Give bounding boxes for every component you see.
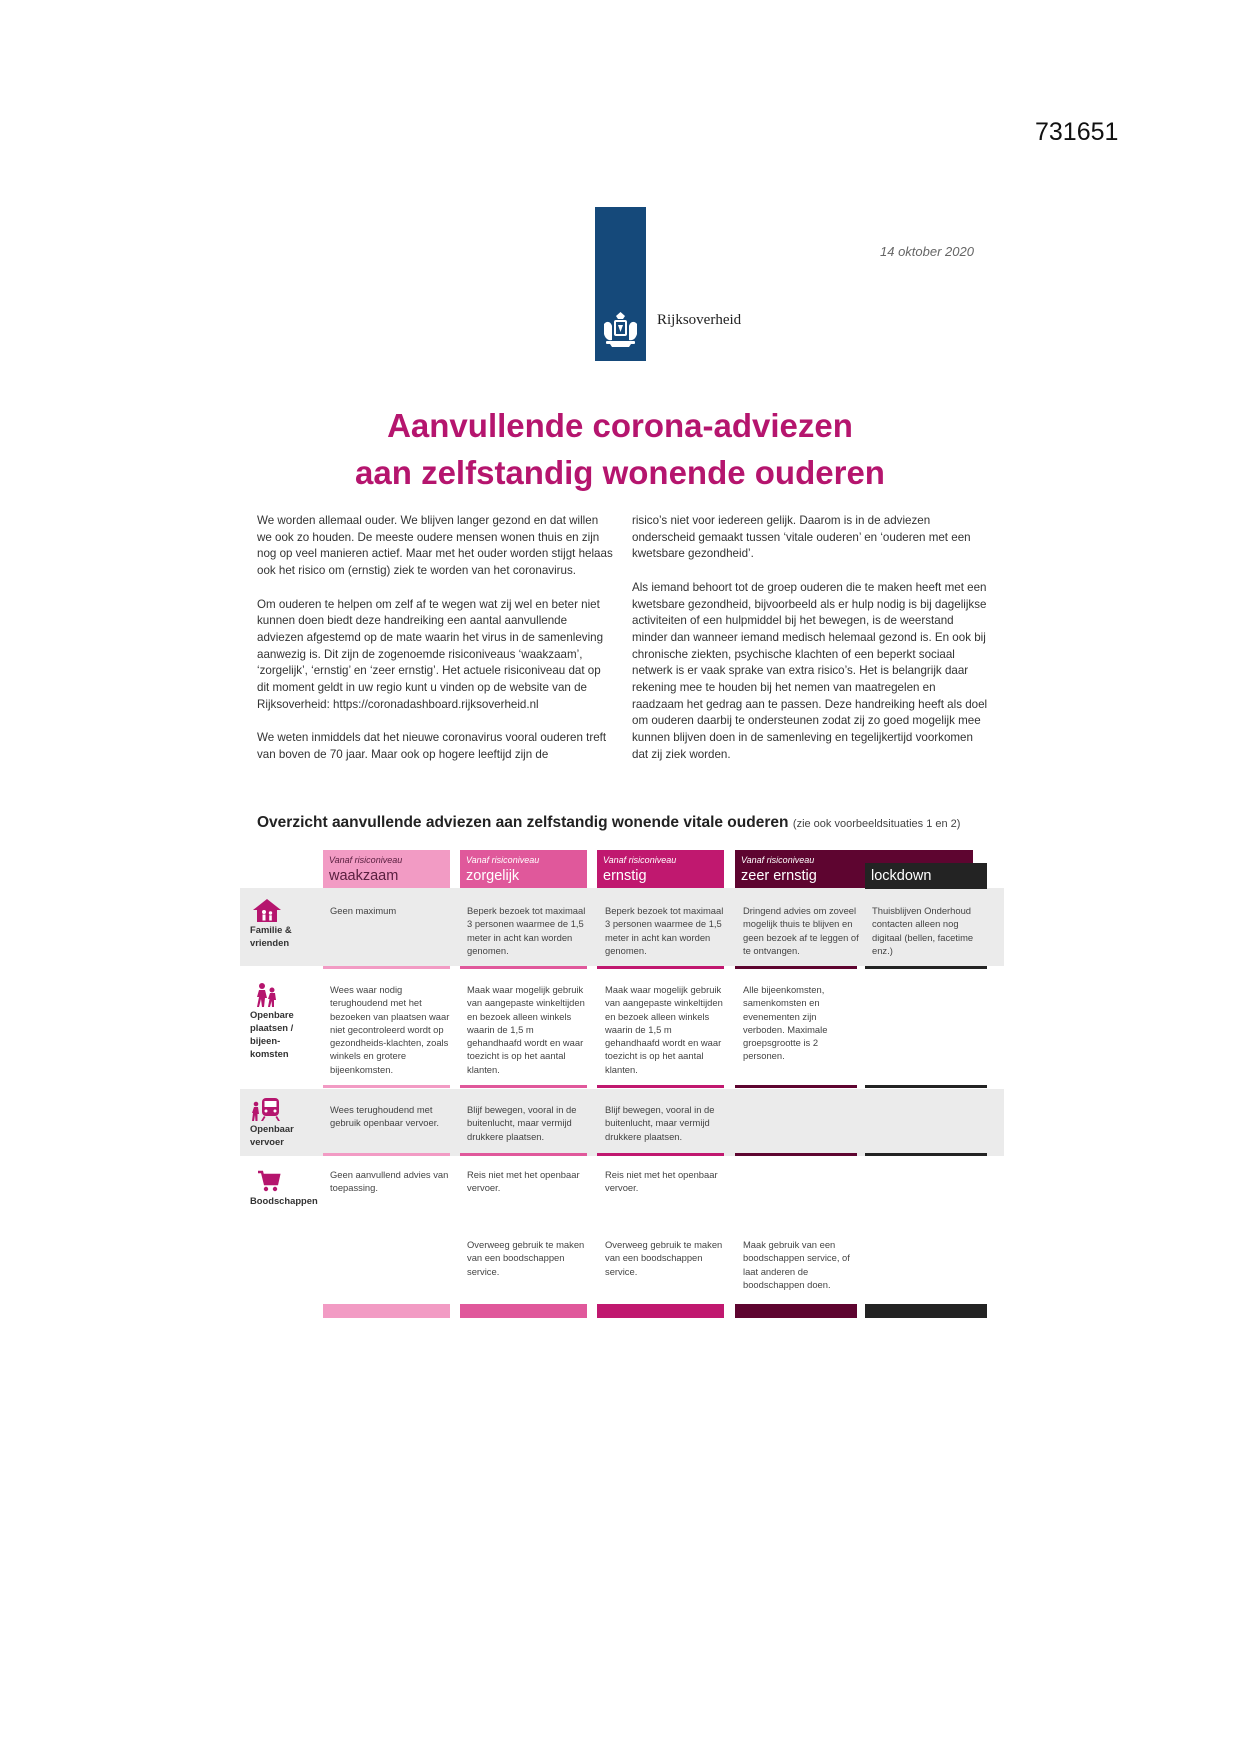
table-cell: Wees terughoudend met gebruik openbaar vervoer. xyxy=(330,1104,439,1129)
category-label-line: Boodschappen xyxy=(250,1195,318,1206)
table-cell: Blijf bewegen, vooral in de buitenlucht, maar vermijd drukkere plaatsen. xyxy=(605,1104,715,1142)
table-cell: Wees waar nodig terughoudend met het bezoeken van plaatsen waar niet gecontroleerd wordt op gezondheids-klachten, zoals winkels en grotere bijeenkomsten. xyxy=(330,984,450,1075)
row-divider-lockdown xyxy=(865,966,987,969)
row-divider-ernstig xyxy=(597,1085,724,1088)
level-prefix: Vanaf risiconiveau xyxy=(741,855,815,865)
level-header-ernstig xyxy=(597,850,724,888)
row-divider-ernstig xyxy=(597,966,724,969)
overview-heading-text: Overzicht aanvullende adviezen aan zelfstandig wonende vitale ouderen xyxy=(257,814,789,831)
row-divider-lockdown xyxy=(865,1153,987,1156)
intro-paragraph: Om ouderen te helpen om zelf af te wegen wat zij wel en beter niet kunnen doen biedt deze handreiking een aantal aanvullende adviezen afgestemd op de mate waarin het virus in de samenleving aanwezig is. Dit zijn de zogenoemde risiconiveaus ‘waakzaam’, ‘zorgelijk’, ‘ernstig’ en ‘zeer ernstig’. Het actuele risiconiveau dat op dit moment geldt in uw regio kunt u vinden op de website van de Rijksoverheid: https://coronadashboard.rijksoverheid.nl xyxy=(257,597,604,711)
row-divider-lockdown xyxy=(865,1085,987,1088)
level-prefix: Vanaf risiconiveau xyxy=(329,855,403,865)
row-divider-zeer-ernstig xyxy=(735,1153,857,1156)
title-line: Aanvullende corona-adviezen xyxy=(387,407,853,444)
document-number: 731651 xyxy=(1035,118,1119,146)
table-cell: Overweeg gebruik te maken van een boodschappen service. xyxy=(467,1239,585,1277)
category-label-line: bijeen- xyxy=(250,1035,281,1046)
house-icon xyxy=(250,897,284,923)
level-prefix: Vanaf risiconiveau xyxy=(466,855,540,865)
title-line: aan zelfstandig wonende ouderen xyxy=(355,454,885,491)
table-cell: Beperk bezoek tot maximaal 3 personen waarmee de 1,5 meter in acht kan worden genomen. xyxy=(605,905,724,956)
category-familie xyxy=(250,897,325,949)
category-openbare-plaatsen xyxy=(250,982,325,1060)
row-divider-zorgelijk xyxy=(460,966,587,969)
table-cell: Overweeg gebruik te maken van een boodschappen service. xyxy=(605,1239,723,1277)
intro-paragraph: We worden allemaal ouder. We blijven langer gezond en dat willen we ook zo houden. De meeste oudere mensen wonen thuis en zijn nog op veel manieren actief. Maar met het ouder worden stijgt helaas ook het risico om (ernstig) ziek te worden van het coronavirus. xyxy=(257,514,613,578)
table-cell: Dringend advies om zoveel mogelijk thuis te blijven en geen bezoek af te leggen of te ontvangen. xyxy=(743,905,859,956)
row-divider-waakzaam xyxy=(323,1085,450,1088)
shopping-cart-icon xyxy=(250,1168,284,1194)
overview-heading-note: (zie ook voorbeeldsituaties 1 en 2) xyxy=(792,818,961,830)
table-cell: Geen maximum xyxy=(330,905,397,916)
row-divider-zeer-ernstig xyxy=(735,966,857,969)
table-cell: Maak waar mogelijk gebruik van aangepaste winkeltijden en bezoek alleen winkels waarin de 1,5 m gehandhaafd wordt en waar toezicht is op het aantal klanten. xyxy=(605,984,723,1075)
bottom-bar-zeer-ernstig xyxy=(735,1304,857,1318)
level-header-zorgelijk xyxy=(460,850,587,888)
row-divider-waakzaam xyxy=(323,1153,450,1156)
table-cell: Reis niet met het openbaar vervoer. xyxy=(467,1169,580,1194)
row-divider-ernstig xyxy=(597,1153,724,1156)
row-divider-waakzaam xyxy=(323,966,450,969)
coat-of-arms-icon xyxy=(598,310,643,350)
level-name: lockdown xyxy=(871,868,932,884)
level-name: zeer ernstig xyxy=(741,868,817,884)
document-date: 14 oktober 2020 xyxy=(880,244,974,259)
intro-paragraph: We weten inmiddels dat het nieuwe coronavirus vooral ouderen treft van boven de 70 jaar. Maar ook op hogere leeftijd zijn de xyxy=(257,731,607,761)
level-header-waakzaam xyxy=(323,850,450,888)
bottom-bar-lockdown xyxy=(865,1304,987,1318)
level-name: ernstig xyxy=(603,868,647,884)
table-cell: Beperk bezoek tot maximaal 3 personen waarmee de 1,5 meter in acht kan worden genomen. xyxy=(467,905,586,956)
intro-column-left xyxy=(257,513,613,780)
page-title xyxy=(260,402,980,496)
table-cell: Alle bijeenkomsten, samenkomsten en evenementen zijn verboden. Maximale groepsgrootte is 2 personen. xyxy=(743,984,828,1062)
category-openbaar-vervoer xyxy=(250,1096,325,1148)
category-label-line: vrienden xyxy=(250,937,290,948)
category-label-line: Familie & xyxy=(250,924,292,935)
row-divider-zorgelijk xyxy=(460,1153,587,1156)
table-cell: Maak waar mogelijk gebruik van aangepaste winkeltijden en bezoek alleen winkels waarin de 1,5 m gehandhaafd wordt en waar toezicht is op het aantal klanten. xyxy=(467,984,585,1075)
level-name: zorgelijk xyxy=(466,868,520,884)
bottom-bar-zorgelijk xyxy=(460,1304,587,1318)
table-cell: Geen aanvullend advies van toepassing. xyxy=(330,1169,449,1194)
table-cell: Thuisblijven Onderhoud contacten alleen nog digitaal (bellen, facetime enz.) xyxy=(872,905,974,956)
category-label-line: plaatsen / xyxy=(250,1022,294,1033)
row-divider-zeer-ernstig xyxy=(735,1085,857,1088)
train-icon xyxy=(250,1096,284,1122)
intro-column-right xyxy=(632,513,988,780)
category-label-line: Openbaar xyxy=(250,1123,294,1134)
level-prefix: Vanaf risiconiveau xyxy=(603,855,677,865)
intro-paragraph: risico’s niet voor iedereen gelijk. Daarom is in de adviezen onderscheid gemaakt tussen ‘vitale ouderen’ en ‘ouderen met een kwetsbare gezondheid’. xyxy=(632,514,971,561)
row-divider-zorgelijk xyxy=(460,1085,587,1088)
people-walking-icon xyxy=(250,982,284,1008)
category-label-line: Openbare xyxy=(250,1009,294,1020)
category-boodschappen xyxy=(250,1168,325,1207)
overview-heading xyxy=(257,814,960,832)
bottom-bar-ernstig xyxy=(597,1304,724,1318)
intro-paragraph: Als iemand behoort tot de groep ouderen die te maken heeft met een kwetsbare gezondheid, bijvoorbeeld als er hulp nodig is bij dagelijkse activiteiten of een hulpmiddel bij het bewegen, is de weerstand minder dan wanneer iemand medisch helemaal gezond is. En ook bij chronische ziekten, psychische klachten of een beperkt sociaal netwerk is er vaak sprake van extra risico’s. Het is belangrijk daar rekening mee te houden bij het nemen van maatregelen en raadzaam het gedrag aan te passen. Deze handreiking heeft als doel om ouderen daarbij te ondersteunen zodat zij zo goed mogelijk mee kunnen blijven doen in de samenleving en tegelijkertijd voorkomen dat zij ziek worden. xyxy=(632,580,988,761)
bottom-bar-waakzaam xyxy=(323,1304,450,1318)
level-header-lockdown xyxy=(865,863,987,889)
table-cell: Blijf bewegen, vooral in de buitenlucht, maar vermijd drukkere plaatsen. xyxy=(467,1104,577,1142)
category-label-line: komsten xyxy=(250,1048,289,1059)
table-cell: Reis niet met het openbaar vervoer. xyxy=(605,1169,718,1194)
logo-text: Rijksoverheid xyxy=(657,312,742,328)
level-name: waakzaam xyxy=(329,868,399,884)
table-cell: Maak gebruik van een boodschappen service, of laat anderen de boodschappen doen. xyxy=(743,1239,850,1290)
category-label-line: vervoer xyxy=(250,1136,284,1147)
